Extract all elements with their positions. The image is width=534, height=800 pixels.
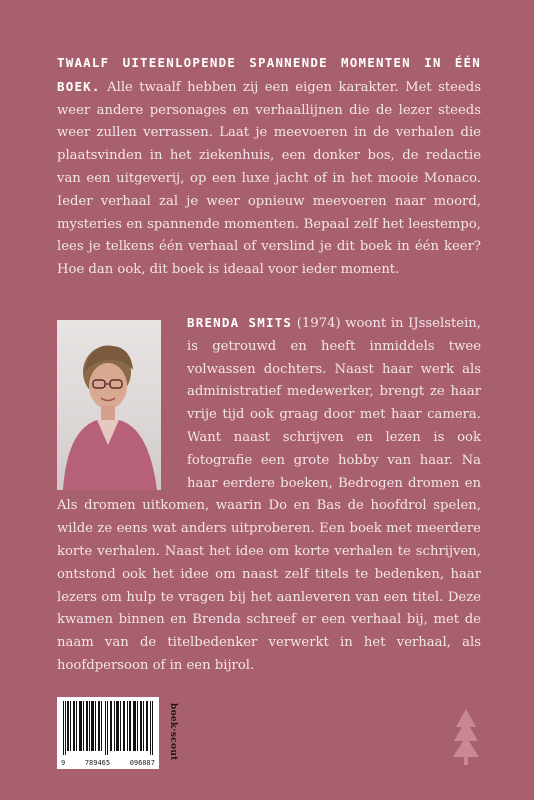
barcode-digit-first: 9 (61, 759, 66, 767)
barcode-digits-left: 789465 (84, 759, 111, 767)
fsc-logo (452, 707, 480, 767)
blurb-text: Alle twaalf hebben zij een eigen karakter. Met steeds weer andere personages en verhaallijnen die de lezer steeds weer zullen verrassen. Laat je meevoeren in de verhalen die plaatsvinden in het ziekenhuis, een donker bos, de redactie van een uitgeverij, op een luxe jacht of in het mooie Monaco. Ieder verhaal zal je weer opnieuw meevoeren naar moord, mysteries en spannende momenten. Bepaal zelf het leestempo, lees je telkens één verhaal of verslind je dit boek in één keer? Hoe dan ook, dit boek is ideaal voor ieder moment. (57, 79, 481, 278)
author-bio-text: (1974) woont in IJsselstein, is getrouwd en heeft inmiddels twee volwassen dochters. Naast haar werk als administratief medewerker, brengt ze haar vrije tijd ook graag door met haar camera. Want naast schrijven en lezen is ook fotografie een grote hobby van haar. Na haar eerdere boeken, Bedrogen dromen en Als dromen uitkomen, waarin Do en Bas de hoofdrol spelen, wilde ze eens wat anders uitproberen. Een boek met meerdere korte verhalen. Naast het idee om korte verhalen te schrijven, ontstond ook het idee om naast zelf titels te bedenken, haar lezers om hulp te vragen bij het aanleveren van een titel. Deze kwamen binnen en Brenda schreef er een verhaal bij, met de naam van de titelbedenker verwerkt in het verhaal, als hoofdpersoon of in een bijrol. (57, 316, 481, 673)
author-bio (57, 312, 481, 678)
back-cover-blurb (57, 52, 481, 282)
blurb-lead: TWAALF UITEENLOPENDE SPANNENDE MOMENTEN IN ÉÉN BOEK. (57, 55, 481, 94)
publisher-logo: boek·scout (168, 703, 178, 761)
isbn-barcode (57, 697, 159, 769)
author-name: BRENDA SMITS (187, 315, 293, 330)
barcode-digits-right: 096087 (129, 759, 155, 767)
